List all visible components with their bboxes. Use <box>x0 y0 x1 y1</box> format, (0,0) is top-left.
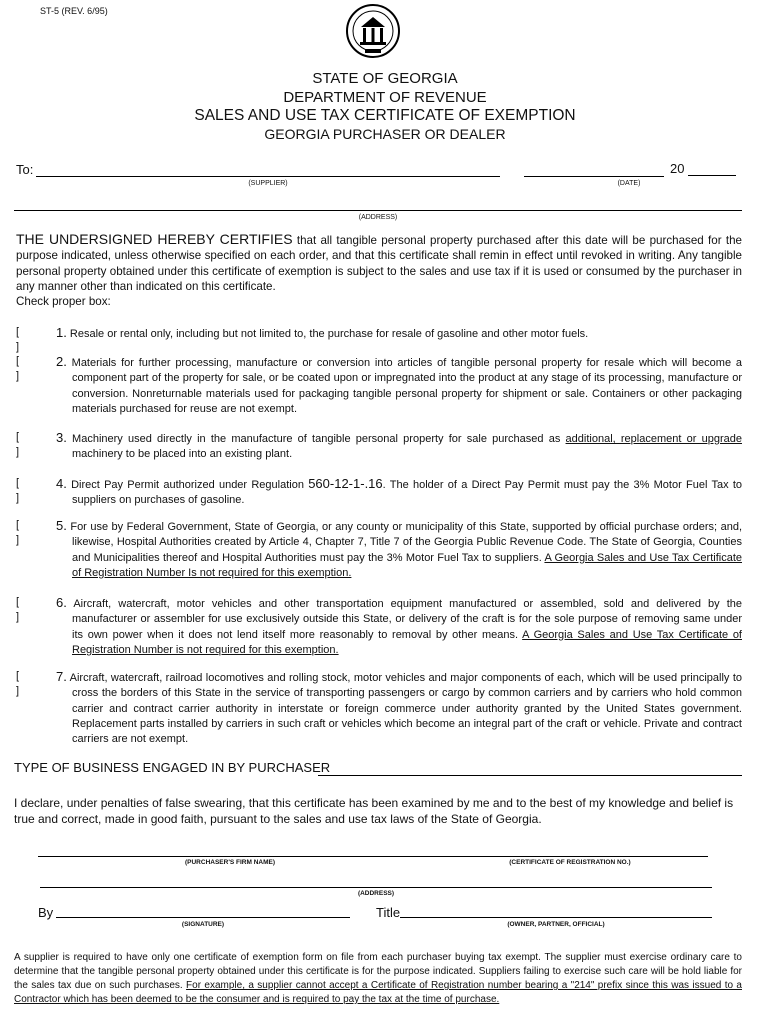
item-text: Resale or rental only, including but not limited to, the purchase for resale of gasoline and other motor fuels. <box>69 328 589 340</box>
check-instruction: Check proper box: <box>16 295 111 309</box>
supplier-notice <box>14 951 742 1007</box>
purchaser-address-field[interactable] <box>40 887 712 888</box>
item-number: 7. <box>56 669 67 684</box>
supplier-field[interactable] <box>36 176 500 177</box>
supplier-notice-example: For example, a supplier cannot accept a Certificate of Registration number bearing a "214" prefix since this was issued to a Contractor which has been deemed to be the consumer and is required to pay the tax at the time of purchase. <box>14 980 742 1005</box>
header-department: DEPARTMENT OF REVENUE <box>283 89 487 106</box>
checkbox-5[interactable]: [ ] <box>16 519 30 547</box>
year-field[interactable] <box>688 175 736 176</box>
header-state: STATE OF GEORGIA <box>312 70 458 87</box>
item-underlined-text: additional, replacement or upgrade <box>565 433 742 445</box>
declaration-text: I declare, under penalties of false swearing, that this certificate has been examined by me and to the best of my knowledge and belief is true and correct, made in good faith, pursuant to the sales and use tax laws of the State of Georgia. <box>14 796 734 826</box>
checkbox-6[interactable]: [ ] <box>16 596 30 624</box>
registration-number-caption: (CERTIFICATE OF REGISTRATION NO.) <box>509 859 631 866</box>
form-number: ST-5 (REV. 6/95) <box>40 6 108 16</box>
address-caption: (ADDRESS) <box>358 214 398 221</box>
exemption-item-5 <box>16 518 742 581</box>
item-number: 4. <box>56 476 67 491</box>
purchaser-address-caption: (ADDRESS) <box>357 890 395 897</box>
item-number: 2. <box>56 354 67 369</box>
item-number: 6. <box>56 595 67 610</box>
checkbox-3[interactable]: [ ] <box>16 431 30 459</box>
item-text: Aircraft, watercraft, railroad locomotives and rolling stock, motor vehicles and major components of each, which will be used principally to cross the borders of this State in the service of transporting passengers or cargo by common carriers and by carriers who hold common carrier and contract carrier authority in interstate or foreign commerce under authority granted by the United States government. Replacement parts installed by carriers in such craft or vehicles which become an integral part of the craft or vehicle. Private and contract carriers are not exempt. <box>69 672 742 746</box>
supplier-caption: (SUPPLIER) <box>248 180 288 187</box>
checkbox-4[interactable]: [ ] <box>16 477 30 505</box>
title-caption: (OWNER, PARTNER, OFFICIAL) <box>507 921 605 928</box>
header-subtitle: GEORGIA PURCHASER OR DEALER <box>264 126 506 142</box>
item-number: 3. <box>56 430 67 445</box>
year-prefix: 20 <box>670 161 685 176</box>
regulation-number: 560-12-1-.16 <box>308 476 383 491</box>
item-number: 5. <box>56 518 67 533</box>
item-text: Direct Pay Permit authorized under Regulation <box>71 479 309 491</box>
signature-field[interactable] <box>56 917 350 918</box>
item-underlined-text: A Georgia Sales and Use Tax Certificate of Registration Number Is not required for this exemption. <box>72 551 742 579</box>
firm-and-registration-field[interactable] <box>38 856 708 857</box>
supplier-notice-text: A supplier is required to have only one certificate of exemption form on file from each purchaser buying tax exempt. The supplier must exercise ordinary care to determine that the tangible personal property obtained under this certificate is for the purpose indicated. Suppliers failing to exercise such care will be hold liable for the sales tax due on such purchases. <box>14 952 742 991</box>
signature-caption: (SIGNATURE) <box>181 921 225 928</box>
date-field[interactable] <box>524 176 664 177</box>
item-text-continued: . The holder of a Direct Pay Permit must pay the 3% Motor Fuel Tax to suppliers on purchases of gasoline. <box>72 479 742 507</box>
address-field[interactable] <box>14 210 742 211</box>
item-text: For use by Federal Government, State of Georgia, or any county or municipality of this State, supported by official purchase orders; and, likewise, Hospital Authorities created by Article 4, Chapter 7, Title 7 of the Georgia Public Revenue Code. The State of Georgia, Counties and Municipalities thereof and Hospital Authorities must pay the 3% Motor Fuel Tax to suppliers. <box>70 521 742 564</box>
item-text: Aircraft, watercraft, motor vehicles and other transportation equipment manufactured or assembled, sold and delivered by the manufacturer or assembler for use exclusively outside this State, or delivery of the craft is for the sole purpose of removing same under its own power when it does not lend itself more reasonably to removal by other means. <box>72 598 743 641</box>
exemption-item-3 <box>16 430 742 463</box>
item-text-continued: machinery to be placed into an existing plant. <box>72 448 293 461</box>
type-of-business-label: TYPE OF BUSINESS ENGAGED IN BY PURCHASER <box>14 760 331 775</box>
exemption-item-6 <box>16 595 742 658</box>
certification-lead: THE UNDERSIGNED HEREBY CERTIFIES <box>16 231 293 247</box>
by-label: By <box>38 905 54 920</box>
item-underlined-text: A Georgia Sales and Use Tax Certificate of Registration Number is not required for this exemption. <box>72 628 742 656</box>
title-label: Title <box>376 905 401 920</box>
certification-paragraph <box>16 232 742 309</box>
state-seal-icon <box>345 3 401 59</box>
exemption-item-2 <box>16 354 742 417</box>
checkbox-2[interactable]: [ ] <box>16 355 30 383</box>
firm-name-caption: (PURCHASER'S FIRM NAME) <box>184 859 276 866</box>
header-form-title: SALES AND USE TAX CERTIFICATE OF EXEMPTION <box>194 107 576 124</box>
item-text: Machinery used directly in the manufacture of tangible personal property for sale purchased as <box>72 433 566 445</box>
exemption-item-4 <box>16 476 742 509</box>
type-of-business-field[interactable] <box>318 775 742 776</box>
title-field[interactable] <box>400 917 712 918</box>
item-number: 1. <box>56 325 67 340</box>
checkbox-1[interactable]: [ ] <box>16 326 30 354</box>
checkbox-7[interactable]: [ ] <box>16 670 30 698</box>
exemption-item-1 <box>16 325 742 354</box>
exemption-item-7 <box>16 669 742 747</box>
to-label: To: <box>16 162 34 177</box>
certification-body: that all tangible personal property purchased after this date will be purchased for the purpose indicated, unless otherwise specified on each order, and that this certificate shall remin in effect until revoked in writing. Any tangible personal property obtained under this certificate of exemption is subject to the sales and use tax if it is used or consumed by the purchaser in any manner other than indicated on this certificate. <box>16 234 742 293</box>
item-text: Materials for further processing, manufacture or conversion into articles of tangible personal property for resale which will become a component part of the property for sale, or be coated upon or impregnated into the product at any stage of its processing, manufacture or conversion. Nonreturnable materials used for packaging tangible personal property for shipment or sale. Containers or other packaging materials purchased for reuse are not exempt. <box>71 357 742 415</box>
date-caption: (DATE) <box>617 180 641 187</box>
